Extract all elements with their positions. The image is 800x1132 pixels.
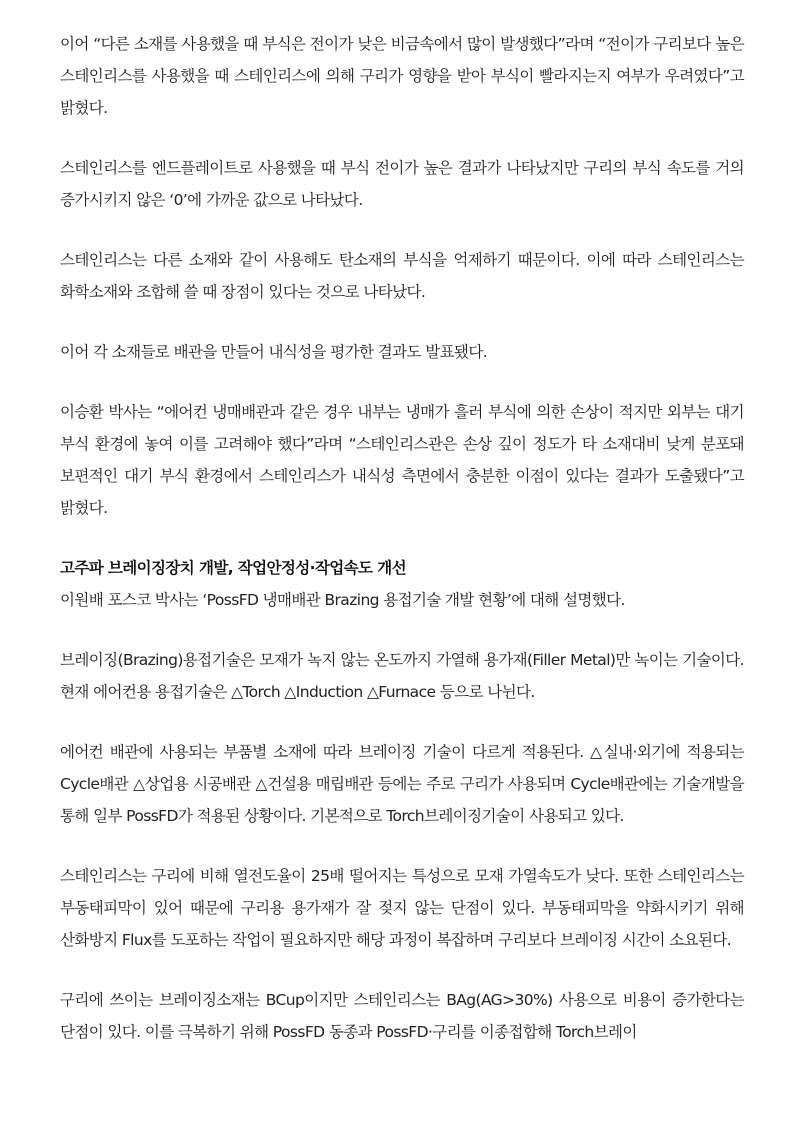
paragraph: 스테인리스를 엔드플레이트로 사용했을 때 부식 전이가 높은 결과가 나타났지만 구리의 부식 속도를 거의 증가시키지 않은 ‘0’에 가까운 값으로 나타났다. bbox=[60, 159, 744, 209]
section-intro: 이원배 포스코 박사는 ‘PossFD 냉매배관 Brazing 용접기술 개발 현황’에 대해 설명했다. bbox=[60, 591, 625, 609]
paragraph: 스테인리스는 구리에 비해 열전도율이 25배 떨어지는 특성으로 모재 가열속도가 낮다. 또한 스테인리스는 부동태피막이 있어 때문에 구리용 용가재가 잘 젖지 않는 단점이 있다. 부동태피막을 약화시키기 위해 산화방지 Flux를 도포하는 작업이 필요하지만 해당 과정이 복잡하며 구리보다 브레이징 시간이 소요된다. bbox=[60, 867, 744, 949]
paragraph: 구리에 쓰이는 브레이징소재는 BCup이지만 스테인리스는 BAg(AG>30%) 사용으로 비용이 증가한다는 단점이 있다. 이를 극복하기 위해 PossFD 동종과 PossFD·구리를 이종접합해 Torch브레이 bbox=[60, 991, 744, 1041]
paragraph: 이어 각 소재들로 배관을 만들어 내식성을 평가한 결과도 발표됐다. bbox=[60, 343, 488, 361]
article-body bbox=[60, 28, 744, 1076]
section-heading: 고주파 브레이징장치 개발, 작업안정성·작업속도 개선 bbox=[60, 559, 406, 577]
paragraph: 이어 “다른 소재를 사용했을 때 부식은 전이가 낮은 비금속에서 많이 발생했다”라며 “전이가 구리보다 높은 스테인리스를 사용했을 때 스테인리스에 의해 구리가 영향을 받아 부식이 빨라지는지 여부가 우려였다”고 밝혔다. bbox=[60, 35, 744, 117]
paragraph: 이승환 박사는 “에어컨 냉매배관과 같은 경우 내부는 냉매가 흘러 부식에 의한 손상이 적지만 외부는 대기 부식 환경에 놓여 이를 고려해야 했다”라며 “스테인리스관은 손상 깊이 정도가 타 소재대비 낮게 분포돼 보편적인 대기 부식 환경에서 스테인리스가 내식성 측면에서 충분한 이점이 있다는 결과가 도출됐다”고 밝혔다. bbox=[60, 403, 744, 517]
paragraph: 에어컨 배관에 사용되는 부품별 소재에 따라 브레이징 기술이 다르게 적용된다. △실내·외기에 적용되는 Cycle배관 △상업용 시공배관 △건설용 매립배관 등에는 주로 구리가 사용되며 Cycle배관에는 기술개발을 통해 일부 PossFD가 적용된 상황이다. 기본적으로 Torch브레이징기술이 사용되고 있다. bbox=[60, 743, 744, 825]
paragraph: 스테인리스는 다른 소재와 같이 사용해도 탄소재의 부식을 억제하기 때문이다. 이에 따라 스테인리스는 화학소재와 조합해 쓸 때 장점이 있다는 것으로 나타났다. bbox=[60, 251, 744, 301]
paragraph: 브레이징(Brazing)용접기술은 모재가 녹지 않는 온도까지 가열해 용가재(Filler Metal)만 녹이는 기술이다. 현재 에어컨용 용접기술은 △Torch △Induction △Furnace 등으로 나뉜다. bbox=[60, 651, 744, 701]
